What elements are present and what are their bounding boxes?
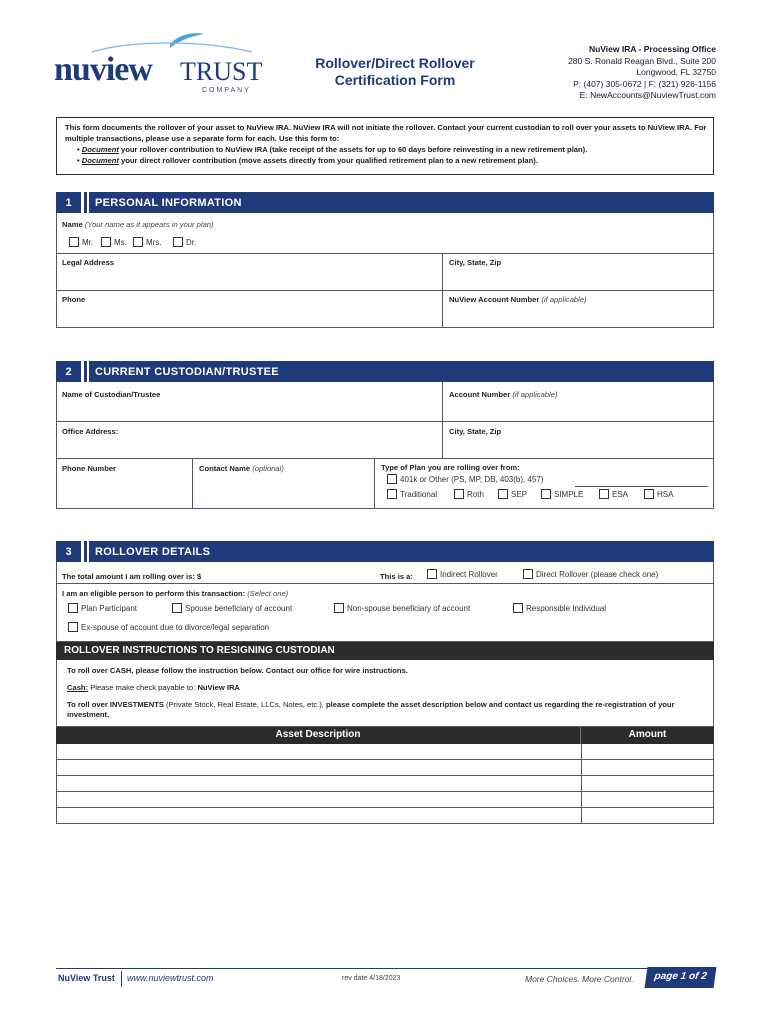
asset-row-4-amount[interactable] xyxy=(582,792,713,807)
svg-text:nuview: nuview xyxy=(54,51,152,88)
asset-row-4-description[interactable] xyxy=(57,792,581,807)
eligible-responsible-individual[interactable]: Responsible Individual xyxy=(513,603,606,613)
esa-checkbox[interactable] xyxy=(599,489,609,499)
plan-esa[interactable]: ESA xyxy=(599,489,628,499)
intro-paragraph: This form documents the rollover of your asset to NuView IRA. NuView IRA will not initiate the rollover. Contact your current custodian to roll over your assets to NuView IRA. For multiple transactions, please use a separate form for each. Use this form to: xyxy=(65,123,707,143)
cash-payee-line: Cash: Please make check payable to: NuView IRA xyxy=(67,683,240,692)
eligible-person-label: I am an eligible person to perform this transaction: (Select one) xyxy=(62,589,289,598)
asset-description-header: Asset Description xyxy=(275,729,361,740)
asset-table-header xyxy=(56,727,714,744)
asset-row-1-amount[interactable] xyxy=(582,744,713,759)
section1-number: 1 xyxy=(56,192,81,213)
asset-row-1-description[interactable] xyxy=(57,744,581,759)
mr-checkbox[interactable] xyxy=(69,237,79,247)
footer-url[interactable]: www.nuviewtrust.com xyxy=(127,973,214,983)
section1-header xyxy=(56,192,714,213)
page-number-badge: page 1 of 2 xyxy=(645,967,717,988)
ms-checkbox[interactable] xyxy=(101,237,111,247)
this-is-label: This is a: xyxy=(380,572,413,581)
plan-roth[interactable]: Roth xyxy=(454,489,484,499)
custodian-phone-field[interactable]: Phone Number xyxy=(62,464,117,473)
asset-row-5-amount[interactable] xyxy=(582,808,713,823)
eligible-spouse-beneficiary[interactable]: Spouse beneficiary of account xyxy=(172,603,292,613)
legal-address-field[interactable]: Legal Address xyxy=(62,258,115,267)
intro-bullet-1: • Document your rollover contribution to NuView IRA (take receipt of the assets for up to 60 days before reinvesting in a new retirement plan). xyxy=(77,144,707,155)
form-title xyxy=(290,55,500,89)
eligible-plan-participant[interactable]: Plan Participant xyxy=(68,603,137,613)
salutation-ms[interactable]: Ms. xyxy=(101,237,127,247)
direct-rollover-option[interactable]: Direct Rollover (please check one) xyxy=(523,569,658,579)
section1-title: PERSONAL INFORMATION xyxy=(89,192,714,213)
section2-fields xyxy=(56,382,714,509)
plan-sep[interactable]: SEP xyxy=(498,489,527,499)
sep-checkbox[interactable] xyxy=(498,489,508,499)
form-title-line1: Rollover/Direct Rollover xyxy=(315,55,475,71)
mrs-checkbox[interactable] xyxy=(133,237,143,247)
section2-number: 2 xyxy=(56,361,81,382)
asset-row-3-amount[interactable] xyxy=(582,776,713,791)
footer-brand: NuView Trust xyxy=(58,973,115,983)
section2-header xyxy=(56,361,714,382)
section2-title: CURRENT CUSTODIAN/TRUSTEE xyxy=(89,361,714,382)
processing-office-info xyxy=(568,44,716,102)
contact-name-field[interactable]: Contact Name (optional) xyxy=(199,464,284,473)
asset-row-2-amount[interactable] xyxy=(582,760,713,775)
responsible-individual-checkbox[interactable] xyxy=(513,603,523,613)
nuview-account-number-field[interactable]: NuView Account Number (if applicable) xyxy=(449,295,587,304)
section1-fields xyxy=(56,213,714,328)
simple-checkbox[interactable] xyxy=(541,489,551,499)
eligible-ex-spouse[interactable]: Ex-spouse of account due to divorce/legal separation xyxy=(68,622,269,632)
asset-row-3-description[interactable] xyxy=(57,776,581,791)
office-address1: 280 S. Ronald Reagan Blvd., Suite 200 xyxy=(568,55,716,66)
salutation-mr[interactable]: Mr. xyxy=(69,237,93,247)
asset-row-5-description[interactable] xyxy=(57,808,581,823)
section3-header xyxy=(56,541,714,562)
phone-field[interactable]: Phone xyxy=(62,295,86,304)
section3-number: 3 xyxy=(56,541,81,562)
dr-checkbox[interactable] xyxy=(173,237,183,247)
plan-simple[interactable]: SIMPLE xyxy=(541,489,583,499)
custodian-city-state-zip-field[interactable]: City, State, Zip xyxy=(449,427,502,436)
form-title-line2: Certification Form xyxy=(334,72,456,88)
traditional-checkbox[interactable] xyxy=(387,489,397,499)
plan-401k-checkbox[interactable] xyxy=(387,474,397,484)
plan-participant-checkbox[interactable] xyxy=(68,603,78,613)
indirect-rollover-option[interactable]: Indirect Rollover xyxy=(427,569,498,579)
amount-header: Amount xyxy=(628,729,667,740)
plan-401k-option[interactable]: 401k or Other (PS, MP, DB, 403(b), 457) xyxy=(387,474,543,484)
cash-instruction: To roll over CASH, please follow the instruction below. Contact our office for wire instructions. xyxy=(67,666,408,675)
custodian-name-field[interactable]: Name of Custodian/Trustee xyxy=(62,390,161,399)
section3-fields xyxy=(56,562,714,642)
plan-hsa[interactable]: HSA xyxy=(644,489,673,499)
plan-traditional[interactable]: Traditional xyxy=(387,489,437,499)
custodian-account-number-field[interactable]: Account Number (if applicable) xyxy=(449,390,558,399)
office-name: NuView IRA - Processing Office xyxy=(588,44,716,54)
asset-table-body xyxy=(56,744,714,824)
instructions-bar: ROLLOVER INSTRUCTIONS TO RESIGNING CUSTODIAN xyxy=(56,642,714,660)
office-phone: P: (407) 305-0672 | F: (321) 926-1156 xyxy=(573,78,716,89)
asset-row-2-description[interactable] xyxy=(57,760,581,775)
indirect-rollover-checkbox[interactable] xyxy=(427,569,437,579)
intro-box xyxy=(56,117,714,175)
svg-text:TRUST: TRUST xyxy=(180,57,262,86)
office-address2: Longwood, FL 32750 xyxy=(636,67,716,77)
non-spouse-beneficiary-checkbox[interactable] xyxy=(334,603,344,613)
office-email[interactable]: E: NewAccounts@NuviewTrust.com xyxy=(579,90,716,100)
office-address-field[interactable]: Office Address: xyxy=(62,427,119,436)
roth-checkbox[interactable] xyxy=(454,489,464,499)
city-state-zip-field[interactable]: City, State, Zip xyxy=(449,258,502,267)
footer-tagline: More Choices. More Control. xyxy=(525,974,634,984)
investments-instruction: To roll over INVESTMENTS (Private Stock, Real Estate, LLCs, Notes, etc.), please complete the asset description below and contact us regarding the re-registration of your investment. xyxy=(67,700,675,719)
direct-rollover-checkbox[interactable] xyxy=(523,569,533,579)
ex-spouse-checkbox[interactable] xyxy=(68,622,78,632)
hsa-checkbox[interactable] xyxy=(644,489,654,499)
footer-rule xyxy=(56,968,714,969)
section3-title: ROLLOVER DETAILS xyxy=(89,541,714,562)
total-amount-field[interactable]: The total amount I am rolling over is: $ xyxy=(62,572,202,581)
salutation-dr[interactable]: Dr. xyxy=(173,237,196,247)
eligible-non-spouse-beneficiary[interactable]: Non-spouse beneficiary of account xyxy=(334,603,470,613)
spouse-beneficiary-checkbox[interactable] xyxy=(172,603,182,613)
svg-text:COMPANY: COMPANY xyxy=(202,87,251,94)
intro-bullet-2: • Document your direct rollover contribution (move assets directly from your qualified retirement plan to a new retirement plan). xyxy=(77,155,707,166)
salutation-mrs[interactable]: Mrs. xyxy=(133,237,162,247)
footer-rev-date: rev date 4/18/2023 xyxy=(342,975,401,982)
name-label: Name (Your name as it appears in your plan) xyxy=(62,220,214,229)
plan-type-label: Type of Plan you are rolling over from: xyxy=(381,463,520,472)
nuview-trust-logo xyxy=(52,30,262,100)
